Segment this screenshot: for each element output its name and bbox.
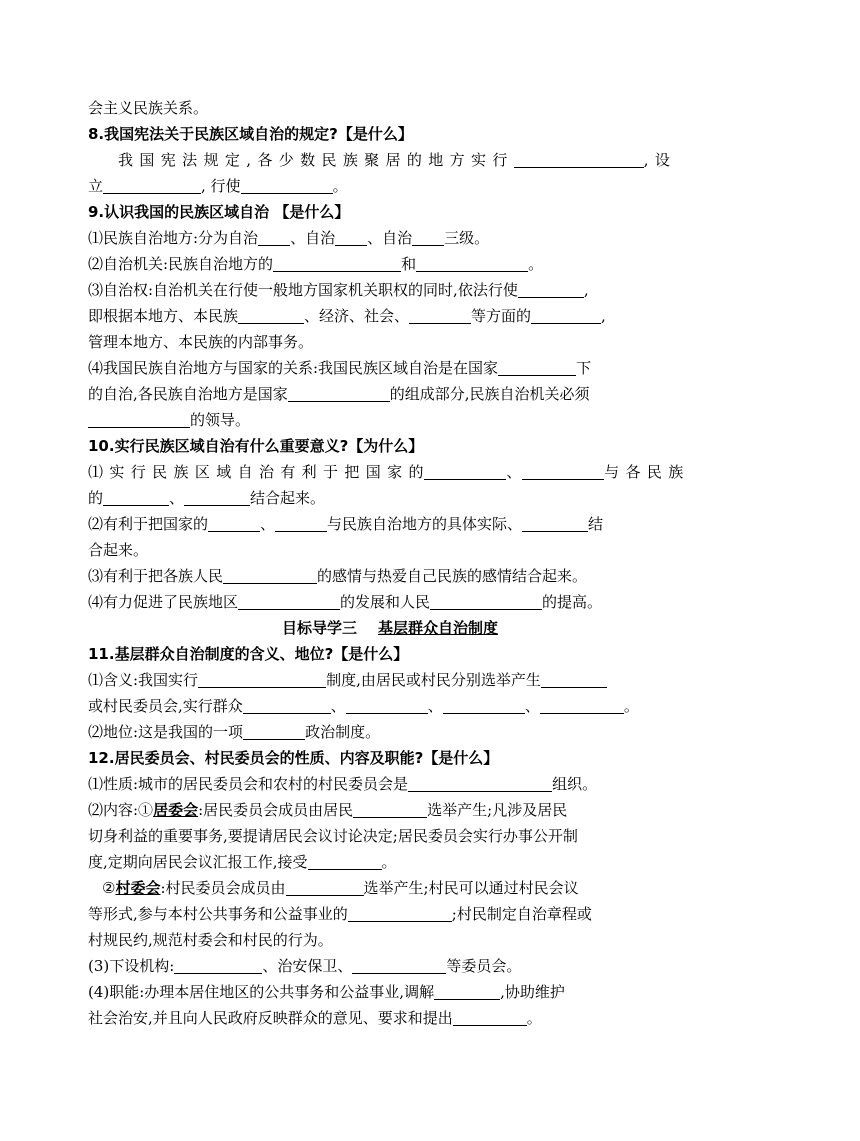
text: ⑷有力促进了民族地区 — [88, 593, 239, 611]
question-9-line — [88, 251, 692, 277]
section-label: 目标导学三 — [282, 619, 358, 637]
text: 等委员会。 — [446, 957, 522, 975]
text: 的领导。 — [190, 411, 251, 429]
text: (3)下设机构: — [88, 957, 175, 975]
term-label: 居委会 — [153, 801, 199, 819]
answer-blank[interactable] — [335, 229, 367, 246]
answer-blank[interactable] — [453, 1009, 527, 1026]
text: 、 — [524, 697, 540, 715]
text: 与 各 民 族 — [604, 463, 685, 481]
answer-blank[interactable] — [412, 229, 444, 246]
answer-blank[interactable] — [416, 255, 528, 272]
question-9-line — [88, 277, 692, 303]
answer-blank[interactable] — [243, 723, 305, 740]
text: 。 — [381, 853, 397, 871]
question-8-line — [88, 173, 692, 199]
question-12-line — [88, 849, 692, 875]
text: 组织。 — [552, 775, 598, 793]
text: 、 — [506, 463, 523, 481]
text: 选举产生;凡涉及居民 — [427, 801, 568, 819]
text: 。 — [623, 697, 639, 715]
section-title: 基层群众自治制度 — [377, 619, 498, 637]
answer-blank[interactable] — [238, 307, 304, 324]
answer-blank[interactable] — [208, 515, 260, 532]
text: 、 — [169, 489, 185, 507]
text: 结合起来。 — [250, 489, 326, 507]
question-11-line — [88, 719, 692, 745]
question-9-line — [88, 303, 692, 329]
answer-blank[interactable] — [514, 151, 644, 168]
text: 立 — [88, 177, 104, 195]
text: 合起来。 — [88, 541, 149, 559]
text: 管理本地方、本民族的内部事务。 — [88, 333, 314, 351]
text: 和 — [401, 255, 417, 273]
question-10-line — [88, 511, 692, 537]
text: 社会治安,并且向人民政府反映群众的意见、要求和提出 — [88, 1009, 453, 1027]
text: 与民族自治地方的具体实际、 — [327, 515, 523, 533]
text: ⑵有利于把国家的 — [88, 515, 209, 533]
text: 我 国 宪 法 规 定 , 各 少 数 民 族 聚 居 的 地 方 实 行 — [118, 151, 509, 169]
question-12-title: 12.居民委员会、村民委员会的性质、内容及职能?【是什么】 — [88, 749, 499, 767]
text: , 设 — [643, 151, 671, 169]
term-label: 村委会 — [115, 879, 161, 897]
answer-blank[interactable] — [353, 801, 427, 818]
question-10-line — [88, 485, 692, 511]
text: 。 — [332, 177, 348, 195]
question-8-line — [88, 147, 692, 173]
text: 或村民委员会,实行群众 — [88, 697, 243, 715]
text: ⑶有利于把各族人民 — [88, 567, 224, 585]
question-12-line — [88, 901, 692, 927]
text: :村民委员会成员由 — [160, 879, 286, 897]
question-10-line — [88, 589, 692, 615]
text: 、 — [330, 697, 346, 715]
answer-blank[interactable] — [258, 229, 290, 246]
answer-blank[interactable] — [424, 463, 506, 480]
question-12-line — [88, 797, 692, 823]
question-9-line — [88, 329, 692, 355]
text: (4)职能:办理本居住地区的公共事务和公益事业,调解 — [88, 983, 435, 1001]
text: ⑴民族自治地方:分为自治 — [88, 229, 259, 247]
question-10-line — [88, 537, 692, 563]
answer-blank[interactable] — [522, 463, 604, 480]
question-9-line — [88, 225, 692, 251]
text: 度,定期向居民会议汇报工作,接受 — [88, 853, 308, 871]
question-12-line — [88, 953, 692, 979]
text: ⑴性质:城市的居民委员会和农村的村民委员会是 — [88, 775, 409, 793]
text: 结 — [588, 515, 604, 533]
section-heading — [88, 615, 692, 641]
text: ⑷我国民族自治地方与国家的关系:我国民族区域自治是在国家 — [88, 359, 499, 377]
text: 下 — [576, 359, 592, 377]
answer-blank[interactable] — [430, 593, 542, 610]
text: ⑴ 实 行 民 族 区 域 自 治 有 利 于 把 国 家 的 — [88, 463, 425, 481]
text: 、经济、社会、 — [304, 307, 410, 325]
question-9-title: 9.认识我国的民族区域自治 【是什么】 — [88, 203, 350, 221]
text: 的自治,各民族自治地方是国家 — [88, 385, 288, 403]
text: 、自治 — [367, 229, 413, 247]
text: 。 — [526, 1009, 542, 1027]
answer-blank[interactable] — [308, 853, 382, 870]
answer-blank[interactable] — [184, 489, 250, 506]
answer-blank[interactable] — [288, 385, 390, 402]
answer-blank[interactable] — [223, 567, 317, 584]
text: ,协助维护 — [500, 983, 565, 1001]
question-12-line — [88, 771, 692, 797]
text-line — [88, 95, 692, 121]
answer-blank[interactable] — [103, 489, 169, 506]
text: 。 — [528, 255, 544, 273]
text: :居民委员会成员由居民 — [198, 801, 354, 819]
question-12-line — [88, 979, 692, 1005]
text: ;村民制定自治章程或 — [451, 905, 592, 923]
question-10-line — [88, 459, 692, 485]
answer-blank[interactable] — [408, 775, 552, 792]
text: 的发展和人民 — [340, 593, 431, 611]
answer-blank[interactable] — [518, 281, 584, 298]
text: ⑶自治权:自治机关在行使一般地方国家机关职权的同时,依法行使 — [88, 281, 518, 299]
answer-blank[interactable] — [531, 307, 601, 324]
answer-blank[interactable] — [241, 177, 333, 194]
question-8-title: 8.我国宪法关于民族区域自治的规定?【是什么】 — [88, 125, 413, 143]
text: ⑵自治机关:民族自治地方的 — [88, 255, 274, 273]
question-12-line — [88, 823, 692, 849]
answer-blank[interactable] — [540, 697, 624, 714]
text: 选举产生;村民可以通过村民会议 — [363, 879, 579, 897]
question-10-title: 10.实行民族区域自治有什么重要意义?【为什么】 — [88, 437, 424, 455]
question-9-line — [88, 381, 692, 407]
text: 、 — [427, 697, 443, 715]
worksheet-page — [88, 95, 692, 1031]
text: 、治安保卫、 — [262, 957, 353, 975]
text: 三级。 — [444, 229, 490, 247]
question-12-line — [88, 1005, 692, 1031]
answer-blank[interactable] — [103, 177, 201, 194]
text: 即根据本地方、本民族 — [88, 307, 239, 325]
answer-blank[interactable] — [275, 515, 327, 532]
text: , 行使 — [201, 177, 241, 195]
answer-blank[interactable] — [434, 983, 500, 1000]
answer-blank[interactable] — [346, 697, 428, 714]
text: 政治制度。 — [305, 723, 381, 741]
answer-blank[interactable] — [243, 697, 331, 714]
answer-blank[interactable] — [273, 255, 401, 272]
answer-blank[interactable] — [522, 515, 588, 532]
answer-blank[interactable] — [352, 957, 446, 974]
question-11-title: 11.基层群众自治制度的含义、地位?【是什么】 — [88, 645, 409, 663]
text: 切身利益的重要事务,要提请居民会议讨论决定;居民委员会实行办事公开制 — [88, 827, 578, 845]
answer-blank[interactable] — [198, 671, 326, 688]
answer-blank[interactable] — [348, 905, 452, 922]
answer-blank[interactable] — [498, 359, 576, 376]
text: 等方面的 — [471, 307, 532, 325]
text: 村规民约,规范村委会和村民的行为。 — [88, 931, 333, 949]
text: ② — [102, 879, 116, 897]
text: 的组成部分,民族自治机关必须 — [389, 385, 590, 403]
text: ⑴含义:我国实行 — [88, 671, 199, 689]
text: 的提高。 — [542, 593, 603, 611]
text: 、 — [260, 515, 276, 533]
answer-blank[interactable] — [541, 671, 607, 688]
answer-blank[interactable] — [286, 879, 364, 896]
answer-blank[interactable] — [409, 307, 471, 324]
question-9-line — [88, 355, 692, 381]
text: , — [583, 281, 589, 299]
text: 等形式,参与本村公共事务和公益事业的 — [88, 905, 348, 923]
question-12-line — [88, 875, 692, 901]
answer-blank[interactable] — [174, 957, 262, 974]
question-9-line — [88, 407, 692, 433]
text: 的感情与热爱自己民族的感情结合起来。 — [317, 567, 588, 585]
question-12-line — [88, 927, 692, 953]
text: 的 — [88, 489, 104, 507]
text: , — [601, 307, 606, 325]
answer-blank[interactable] — [443, 697, 525, 714]
text: ⑵内容:① — [88, 801, 154, 819]
question-11-line — [88, 667, 692, 693]
question-11-line — [88, 693, 692, 719]
question-10-line — [88, 563, 692, 589]
text: 会主义民族关系。 — [88, 99, 209, 117]
text: ⑵地位:这是我国的一项 — [88, 723, 244, 741]
text: 制度,由居民或村民分别选举产生 — [326, 671, 541, 689]
answer-blank[interactable] — [238, 593, 340, 610]
answer-blank[interactable] — [88, 411, 190, 428]
text: 、自治 — [290, 229, 336, 247]
